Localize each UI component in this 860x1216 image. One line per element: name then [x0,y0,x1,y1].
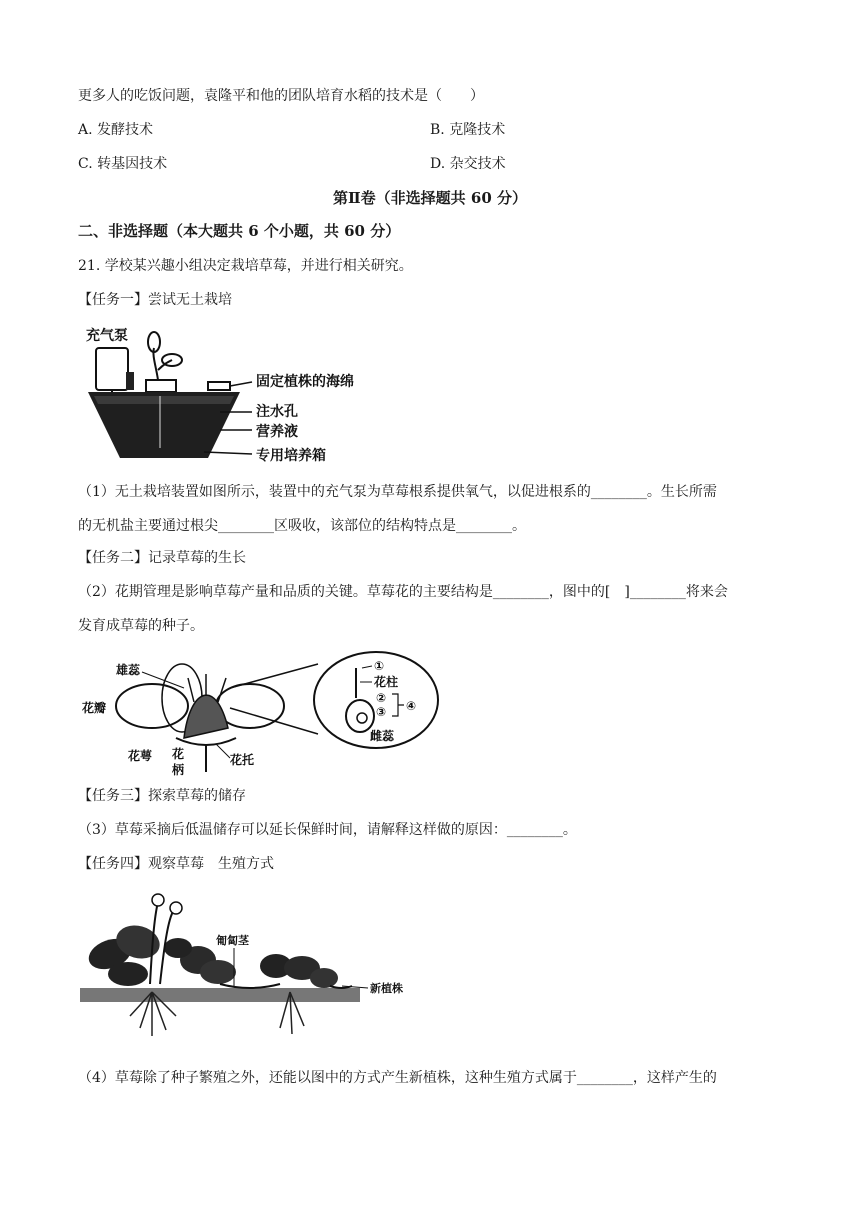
label-receptacle: 花托 [230,753,255,767]
runner-figure [80,888,420,1038]
label-stamen: 雄蕊 [116,663,141,677]
label-style: 花柱 [374,675,399,689]
label-pump: 充气泵 [86,328,128,344]
task-3-heading: 【任务三】探索草莓的储存 [78,788,246,804]
option-b[interactable]: B. 克隆技术 [430,122,506,138]
option-a[interactable]: A. 发酵技术 [78,122,154,138]
task-1-heading: 【任务一】尝试无土栽培 [78,292,232,308]
label-stalk-1: 花 [172,747,185,761]
label-n1: ① [374,659,385,673]
label-n2: ② [376,691,387,705]
label-pistil: 雌蕊 [370,729,395,743]
task-4-heading: 【任务四】观察草莓 生殖方式 [78,856,274,872]
flower-figure [80,648,440,778]
part-title: 第Ⅱ卷（非选择题共 60 分） [333,189,527,207]
label-hole: 注水孔 [256,404,298,420]
label-sponge: 固定植株的海绵 [256,374,354,390]
label-new-plant: 新植株 [370,982,403,995]
label-n3: ③ [376,705,387,719]
q2-line-1: （2）花期管理是影响草莓产量和品质的关键。草莓花的主要结构是________，图中的[ ]________将来会 [78,584,728,600]
option-c[interactable]: C. 转基因技术 [78,156,168,172]
label-solution: 营养液 [256,424,298,440]
hydroponic-figure [80,320,380,468]
label-n4: ④ [406,699,417,713]
label-runner: 匍匐茎 [216,934,249,947]
q3: （3）草莓采摘后低温储存可以延长保鲜时间，请解释这样做的原因：________。 [78,822,577,838]
section-title: 二、非选择题（本大题共 6 个小题，共 60 分） [78,222,401,240]
option-d[interactable]: D. 杂交技术 [430,156,506,172]
label-box: 专用培养箱 [256,448,326,464]
task-2-heading: 【任务二】记录草莓的生长 [78,550,246,566]
label-petal: 花瓣 [82,701,107,715]
label-sepal: 花萼 [128,749,153,763]
q1-line-2: 的无机盐主要通过根尖________区吸收，该部位的结构特点是________。 [78,518,526,534]
question-stem: 更多人的吃饭问题，袁隆平和他的团队培育水稻的技术是（ ） [78,88,484,104]
question-intro: 21. 学校某兴趣小组决定栽培草莓，并进行相关研究。 [78,258,413,274]
q4-line-1: （4）草莓除了种子繁殖之外，还能以图中的方式产生新植株，这种生殖方式属于________，这样产生的 [78,1070,717,1086]
q2-line-2: 发育成草莓的种子。 [78,618,204,634]
q1-line-1: （1）无土栽培装置如图所示，装置中的充气泵为草莓根系提供氧气，以促进根系的________。生长所需 [78,484,717,500]
label-stalk-2: 柄 [172,763,185,777]
